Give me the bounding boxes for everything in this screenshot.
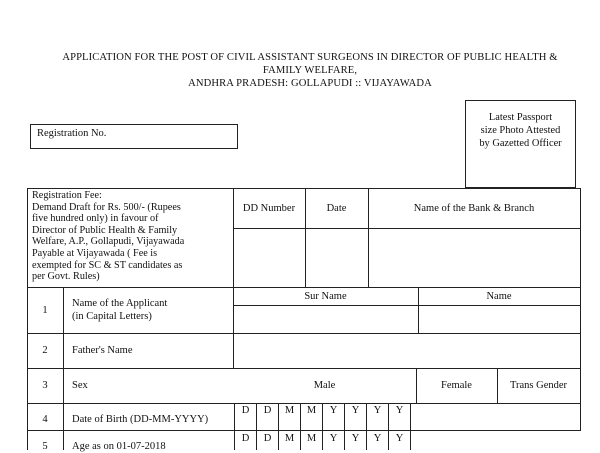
fathers-name-label: Father's Name [72,345,133,356]
row-number-5: 5 [42,441,48,452]
row-number-2: 2 [42,345,48,356]
sex-option-female[interactable]: Female [441,380,472,391]
dob-box-d: D [263,405,272,416]
fee-line: Welfare, A.P., Gollapudi, Vijayawada [32,236,185,248]
dd-number-input[interactable] [235,230,304,286]
age-input[interactable] [234,431,414,450]
dob-box-y: Y [351,405,360,416]
header-line-2: FAMILY WELFARE, [262,65,358,76]
dd-date-input[interactable] [307,230,367,286]
sex-option-trans-gender[interactable]: Trans Gender [509,380,568,391]
age-box-m: M [306,433,317,444]
dob-label: Date of Birth (DD-MM-YYYY) [72,414,209,425]
age-box-y: Y [351,433,360,444]
dob-box-y: Y [373,405,382,416]
name-header: Name [486,291,512,302]
bank-branch-input[interactable] [370,230,579,286]
photo-instructions [466,111,575,150]
registration-no-field[interactable] [30,124,238,149]
age-box-y: Y [373,433,382,444]
dob-box-d: D [241,405,250,416]
header-line-3: ANDHRA PRADESH: GOLLAPUDI :: VIJAYAWADA [188,78,432,89]
date-header: Date [326,203,347,214]
dob-box-m: M [284,405,295,416]
fee-line: Demand Draft for Rs. 500/- (Rupees [32,201,181,213]
fee-line: Director of Public Health & Family [32,224,178,236]
age-box-y: Y [329,433,338,444]
surname-input[interactable] [235,307,417,332]
surname-header: Sur Name [304,291,347,302]
row-number-1: 1 [42,305,48,316]
form-header [30,51,590,90]
dob-box-y: Y [395,405,404,416]
age-box-y: Y [395,433,404,444]
dob-box-m: M [306,405,317,416]
fee-line: exempted for SC & ST candidates as [32,259,183,271]
applicant-name-label-line2: (in Capital Letters) [72,311,152,322]
photo-line-2: size Photo Attested [480,125,561,136]
fee-line: Payable at Vijayawada ( Fee is [32,247,158,259]
age-box-d: D [263,433,272,444]
dob-input[interactable] [234,404,414,430]
photo-line-1: Latest Passport [488,112,553,123]
header-line-1: APPLICATION FOR THE POST OF CIVIL ASSISTANT SURGEONS IN DIRECTOR OF PUBLIC HEALTH & [62,52,558,63]
applicant-name-label [72,297,167,323]
fee-line: per Govt. Rules) [32,271,100,283]
row-number-3: 3 [42,380,48,391]
age-label: Age as on 01-07-2018 [72,441,166,452]
registration-fee-text [32,190,229,283]
sex-option-male[interactable]: Male [313,380,336,391]
fee-line: five hundred only) in favour of [32,213,159,225]
age-box-d: D [241,433,250,444]
sex-label: Sex [72,380,88,391]
row-number-4: 4 [42,414,48,425]
applicant-name-label-line1: Name of the Applicant [72,298,168,309]
fee-line: Registration Fee: [32,190,102,201]
age-box-m: M [284,433,295,444]
photo-line-3: by Gazetted Officer [479,138,562,149]
photo-box[interactable] [465,100,576,188]
dd-number-header: DD Number [242,203,296,214]
fathers-name-input[interactable] [235,335,579,367]
name-input[interactable] [420,307,579,332]
bank-header: Name of the Bank & Branch [413,203,535,214]
dob-box-y: Y [329,405,338,416]
registration-no-label: Registration No. [37,128,107,139]
